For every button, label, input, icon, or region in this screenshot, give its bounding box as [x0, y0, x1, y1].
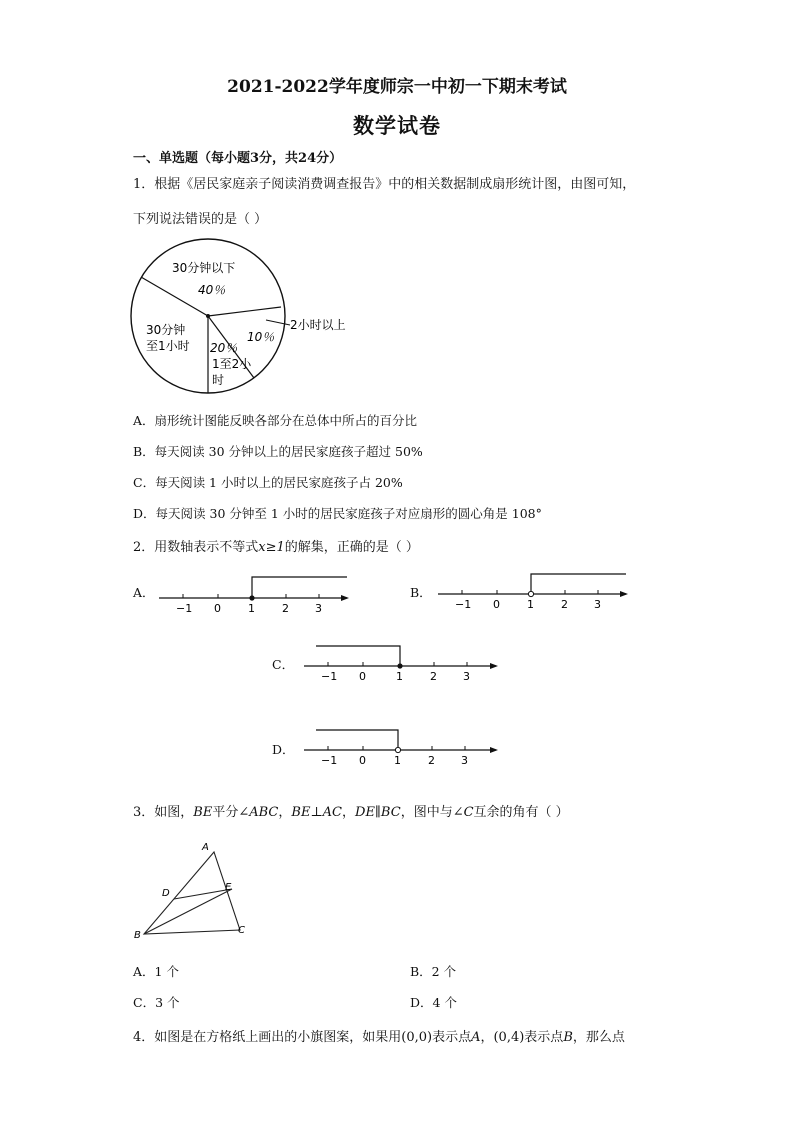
q1-stem-line2: 下列说法错误的是（ ） [133, 212, 268, 227]
q2-stem-text-b: 的解集，正确的是（ ） [284, 540, 419, 555]
q3-math-perp: BE⊥AC [291, 805, 342, 820]
q4-text-a: 4．如图是在方格纸上画出的小旗图案，如果用(0,0)表示点 [133, 1030, 472, 1045]
pie-pct-40: 40％ [198, 283, 226, 297]
pie-label-1to2h-b: 时 [212, 373, 225, 387]
svg-text:0: 0 [214, 602, 221, 614]
q2-numberline-c [300, 642, 505, 684]
svg-text:1: 1 [248, 602, 255, 614]
svg-text:−1: −1 [321, 754, 338, 767]
q4-point-b: B [563, 1030, 573, 1045]
q2-inequality: x≥1 [258, 540, 285, 555]
segment-be [144, 889, 232, 934]
q2-stem [133, 536, 419, 555]
exam-title: 2021-2022学年度师宗一中初一下期末考试 [227, 77, 567, 97]
q2-option-c-label: C． [272, 657, 295, 672]
svg-text:−1: −1 [321, 670, 338, 683]
q3-math-be: BE [193, 805, 213, 820]
q3-text-a: 3．如图， [133, 805, 194, 820]
section-heading: 一、单选题（每小题3分，共24分） [133, 151, 343, 166]
svg-text:3: 3 [461, 754, 468, 767]
q2-option-b-label: B． [410, 585, 432, 600]
pie-label-30to60-b: 至1小时 [146, 339, 190, 353]
q3-math-c: C [463, 805, 474, 820]
svg-text:3: 3 [594, 598, 601, 611]
q1-stem-line1: 1．根据《居民家庭亲子阅读消费调查报告》中的相关数据制成扇形统计图，由图可知， [133, 177, 636, 192]
q1-option-b: B．每天阅读 30 分钟以上的居民家庭孩子超过 50% [133, 444, 423, 459]
q2-numberline-d [300, 726, 505, 768]
pie-label-30to60-a: 30分钟 [146, 323, 186, 337]
q3-text-e: ，图中与∠ [400, 805, 464, 820]
q4-text-b: ，(0,4)表示点 [480, 1030, 564, 1045]
q1-option-a: A．扇形统计图能反映各部分在总体中所占的百分比 [133, 413, 418, 428]
pie-pct-10: 10％ [247, 330, 275, 344]
q2-numberline-a [155, 572, 355, 614]
q3-option-c: C．3 个 [133, 995, 180, 1010]
svg-text:C: C [238, 925, 245, 936]
pie-pct-20: 20％ [210, 341, 238, 355]
svg-text:2: 2 [282, 602, 289, 614]
pie-label-30min-below: 30分钟以下 [172, 261, 236, 275]
q1-pie-chart [130, 236, 370, 400]
svg-text:A: A [202, 842, 209, 853]
svg-text:1: 1 [527, 598, 534, 611]
q2-numberline-b [434, 572, 634, 614]
q1-option-c: C．每天阅读 1 小时以上的居民家庭孩子占 20% [133, 475, 403, 490]
q3-option-d: D．4 个 [410, 995, 457, 1010]
q4-point-a: A [471, 1030, 481, 1045]
q1-option-d: D．每天阅读 30 分钟至 1 小时的居民家庭孩子对应扇形的圆心角是 108° [133, 506, 542, 521]
pie-leader-line [266, 320, 290, 325]
q4-text-c: ，那么点 [572, 1030, 625, 1045]
q2-option-a-label: A． [133, 585, 155, 600]
q3-option-b: B．2 个 [410, 964, 457, 979]
svg-text:D: D [162, 888, 170, 899]
svg-text:1: 1 [394, 754, 401, 767]
pie-center [206, 314, 210, 318]
q3-text-d: ， [342, 805, 356, 820]
svg-text:2: 2 [428, 754, 435, 767]
svg-text:B: B [134, 930, 141, 941]
q2-option-d-label: D． [272, 742, 295, 757]
exam-subtitle: 数学试卷 [353, 113, 441, 138]
q2-stem-text-a: 2．用数轴表示不等式 [133, 540, 259, 555]
svg-text:3: 3 [315, 602, 322, 614]
svg-text:2: 2 [561, 598, 568, 611]
q4-stem [133, 1026, 625, 1045]
svg-text:3: 3 [463, 670, 470, 683]
svg-text:0: 0 [493, 598, 500, 611]
q3-triangle-figure [132, 838, 262, 948]
svg-text:2: 2 [430, 670, 437, 683]
pie-label-1to2h-a: 1至2小 [212, 357, 252, 371]
q3-stem [133, 801, 569, 820]
svg-text:−1: −1 [455, 598, 472, 611]
q3-text-f: 互余的角有（ ） [473, 805, 569, 820]
svg-text:E: E [225, 882, 232, 893]
q3-math-angle-abc: ∠ABC [238, 805, 279, 820]
svg-text:1: 1 [396, 670, 403, 683]
pie-divider-2 [208, 307, 281, 316]
svg-text:0: 0 [359, 754, 366, 767]
q3-text-c: ， [278, 805, 292, 820]
svg-text:−1: −1 [176, 602, 193, 614]
q3-math-parallel: DE∥BC [355, 805, 401, 820]
svg-text:0: 0 [359, 670, 366, 683]
pie-label-2h-above: 2小时以上 [290, 318, 346, 332]
q3-text-b: 平分 [212, 805, 239, 820]
q3-option-a: A．1 个 [133, 964, 179, 979]
